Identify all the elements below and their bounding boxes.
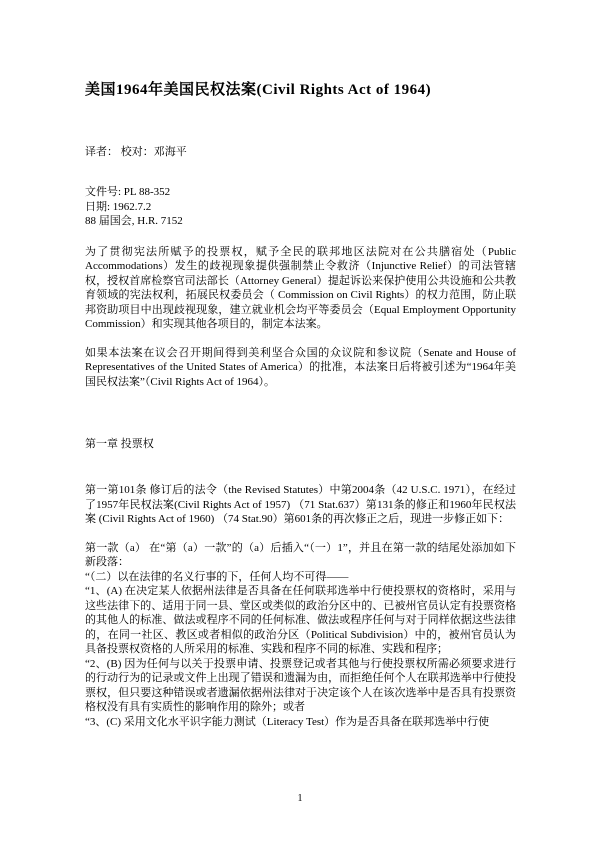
preamble-paragraph: 为了贯彻宪法所赋予的投票权，赋予全民的联邦地区法院对在公共膳宿处（Public Accommodations）发生的歧视现象提供强制禁止令救济（Injunctive Relief）的司法管辖权，授权首席检察官司法部长（Attorney General）提起诉讼来保护使用公共设施和公共教育领域的宪法权利，拓展民权委员会（ Commission on Civil Rights）的权力范围，防止联邦资助项目中出现歧视现象，建立就业机会均平等委员会（Equal Employment Opportunity Commission）和实现其他各项目的，制定本法案。 <box>85 245 516 330</box>
amendment-clause-a: “1、(A) 在决定某人依据州法律是否具备在任何联邦选举中行使投票权的资格时，采用与这些法律下的、适用于同一县、堂区或类似的政治分区中的、已被州官员认定有投票资格的其他人的标准、做法或程序不同的任何标准、做法或程序任何与对于同样依据这些法律的，在同一社区、教区或者相似的政治分区（Political Subdivision）中的，被州官员认为具备投票权资格的人所采用的标准、实践和程序不同的标准、实践和程序； <box>85 585 516 655</box>
meta-block <box>85 185 516 229</box>
file-number-line: 文件号: PL 88-352 <box>85 186 171 198</box>
date-line: 日期: 1962.7.2 <box>85 200 152 213</box>
chapter-heading: 第一章 投票权 <box>85 438 154 450</box>
ratification-paragraph: 如果本法案在议会召开期间得到美利坚合众国的众议院和参议院（Senate and House of Representatives of the United States of America）的批准，本法案日后将被引述为“1964年美国民权法案”（Civil Rights Act of 1964）。 <box>85 346 516 388</box>
amendment-block <box>85 541 516 730</box>
amendment-intro-paragraph: 第一款（a） 在“第（a）一款”的（a）后插入“（一）1”，并且在第一款的结尾处添加如下新段落： <box>85 541 516 568</box>
amendment-clause-b: “2、(B) 因为任何与以关于投票申请、投票登记或者其他与行使投票权所需必须要求进行的行动行为的记录或文件上出现了错误和遗漏为由，而拒绝任何个人在联邦选举中行使投票权，但只要这种错误或者遗漏依据州法律对于决定该个人在该次选举中是否具有投票资格权没有具有实质性的影响作用的除外；或者 <box>85 657 516 713</box>
amendment-clause-c: “3、(C) 采用文化水平识字能力测试（Literacy Test）作为是否具备在联邦选举中行使 <box>85 715 490 728</box>
section-101-paragraph: 第一第101条 修订后的法令（the Revised Statutes）中第2004条（42 U.S.C. 1971），在经过了1957年民权法案(Civil Rights Act of 1957) （71 Stat.637）第131条的修正和1960年民权法案 (Civil Rights Act of 1960) （74 Stat.90）第601条的再次修正之后，现进一步修正如下： <box>85 484 516 525</box>
document-title: 美国1964年美国民权法案(Civil Rights Act of 1964) <box>85 82 432 98</box>
page-number: 1 <box>297 793 303 804</box>
translator-line: 译者： 校对：邓海平 <box>85 146 187 158</box>
congress-line: 88 届国会, H.R. 7152 <box>85 215 183 227</box>
amendment-clause-2: “（二）以在法律的名义行事的下，任何人均不可得—— <box>85 570 349 583</box>
